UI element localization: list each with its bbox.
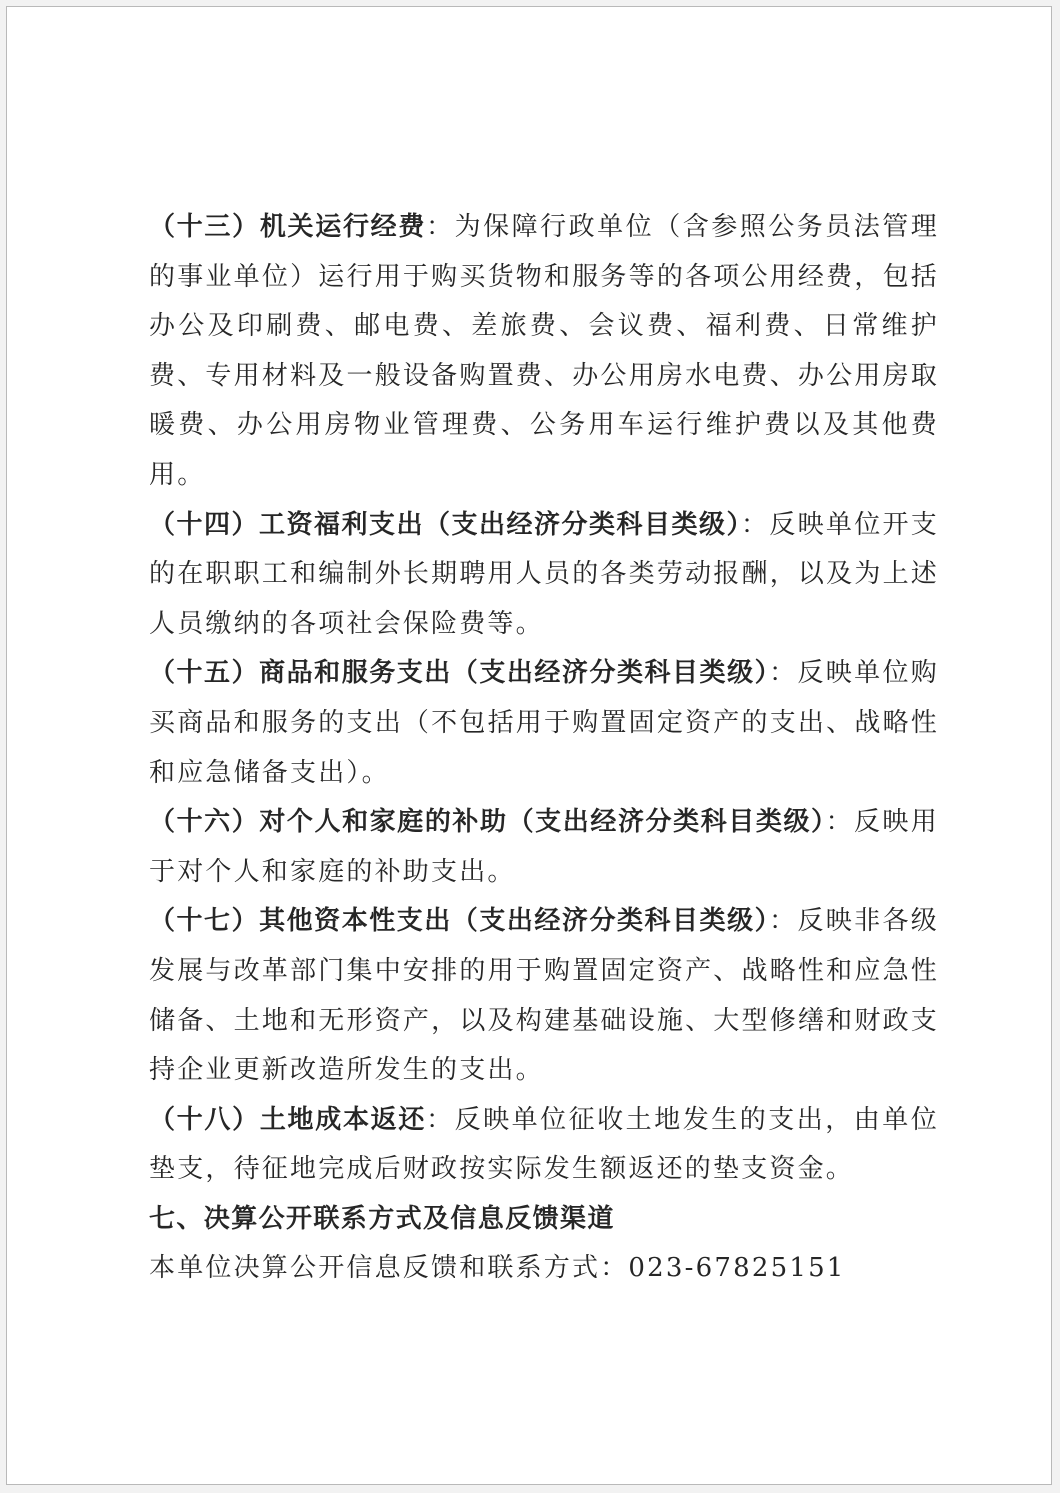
definition-text: 反映非各级发展与改革部门集中安排的用于购置固定资产、战略性和应急性储备、土地和无形资产，以及构建基础设施、大型修缮和财政支持企业更新改造所发生的支出。	[149, 906, 939, 1086]
definition-text: 反映单位购买商品和服务的支出（不包括用于购置固定资产的支出、战略性和应急储备支出）。	[149, 658, 939, 788]
definition-separator: ：	[769, 906, 798, 937]
definition-term: （十四）工资福利支出（支出经济分类科目类级）	[149, 509, 741, 540]
definition-term: （十七）其他资本性支出（支出经济分类科目类级）	[149, 906, 770, 937]
definition-term: （十六）对个人和家庭的补助（支出经济分类科目类级）	[149, 807, 826, 838]
definition-separator: ：	[825, 807, 855, 838]
definition-text: 为保障行政单位（含参照公务员法管理的事业单位）运行用于购买货物和服务等的各项公用经费，包括办公及印刷费、邮电费、差旅费、会议费、福利费、日常维护费、专用材料及一般设备购置费、办公用房水电费、办公用房取暖费、办公用房物业管理费、公务用车运行维护费以及其他费用。	[149, 212, 939, 490]
definition-paragraph	[149, 897, 939, 1095]
document-page	[6, 6, 1052, 1485]
definition-text: 反映单位开支的在职职工和编制外长期聘用人员的各类劳动报酬，以及为上述人员缴纳的各项社会保险费等。	[149, 509, 940, 639]
definition-term: （十五）商品和服务支出（支出经济分类科目类级）	[149, 658, 770, 689]
section-heading: 七、决算公开联系方式及信息反馈渠道	[149, 1203, 615, 1234]
definition-separator: ：	[741, 509, 770, 540]
definition-term: （十八）土地成本返还	[149, 1104, 427, 1135]
definition-text: 反映用于对个人和家庭的补助支出。	[149, 807, 939, 887]
definition-separator: ：	[426, 212, 455, 242]
definition-text: 反映单位征收土地发生的支出，由单位垫支，待征地完成后财政按实际发生额返还的垫支资金。	[149, 1104, 939, 1185]
document-body	[149, 203, 939, 1294]
definition-paragraph	[149, 203, 939, 501]
definition-separator: ：	[426, 1104, 455, 1135]
definition-paragraph	[149, 798, 939, 897]
definition-term: （十三）机关运行经费	[149, 212, 427, 242]
definition-paragraph	[149, 1096, 939, 1195]
contact-label: 本单位决算公开信息反馈和联系方式：	[149, 1253, 629, 1284]
definition-paragraph	[149, 649, 939, 798]
contact-line	[149, 1244, 939, 1294]
definition-paragraph	[149, 501, 939, 650]
contact-phone: 023-67825151	[628, 1253, 846, 1284]
definition-separator: ：	[769, 658, 798, 689]
